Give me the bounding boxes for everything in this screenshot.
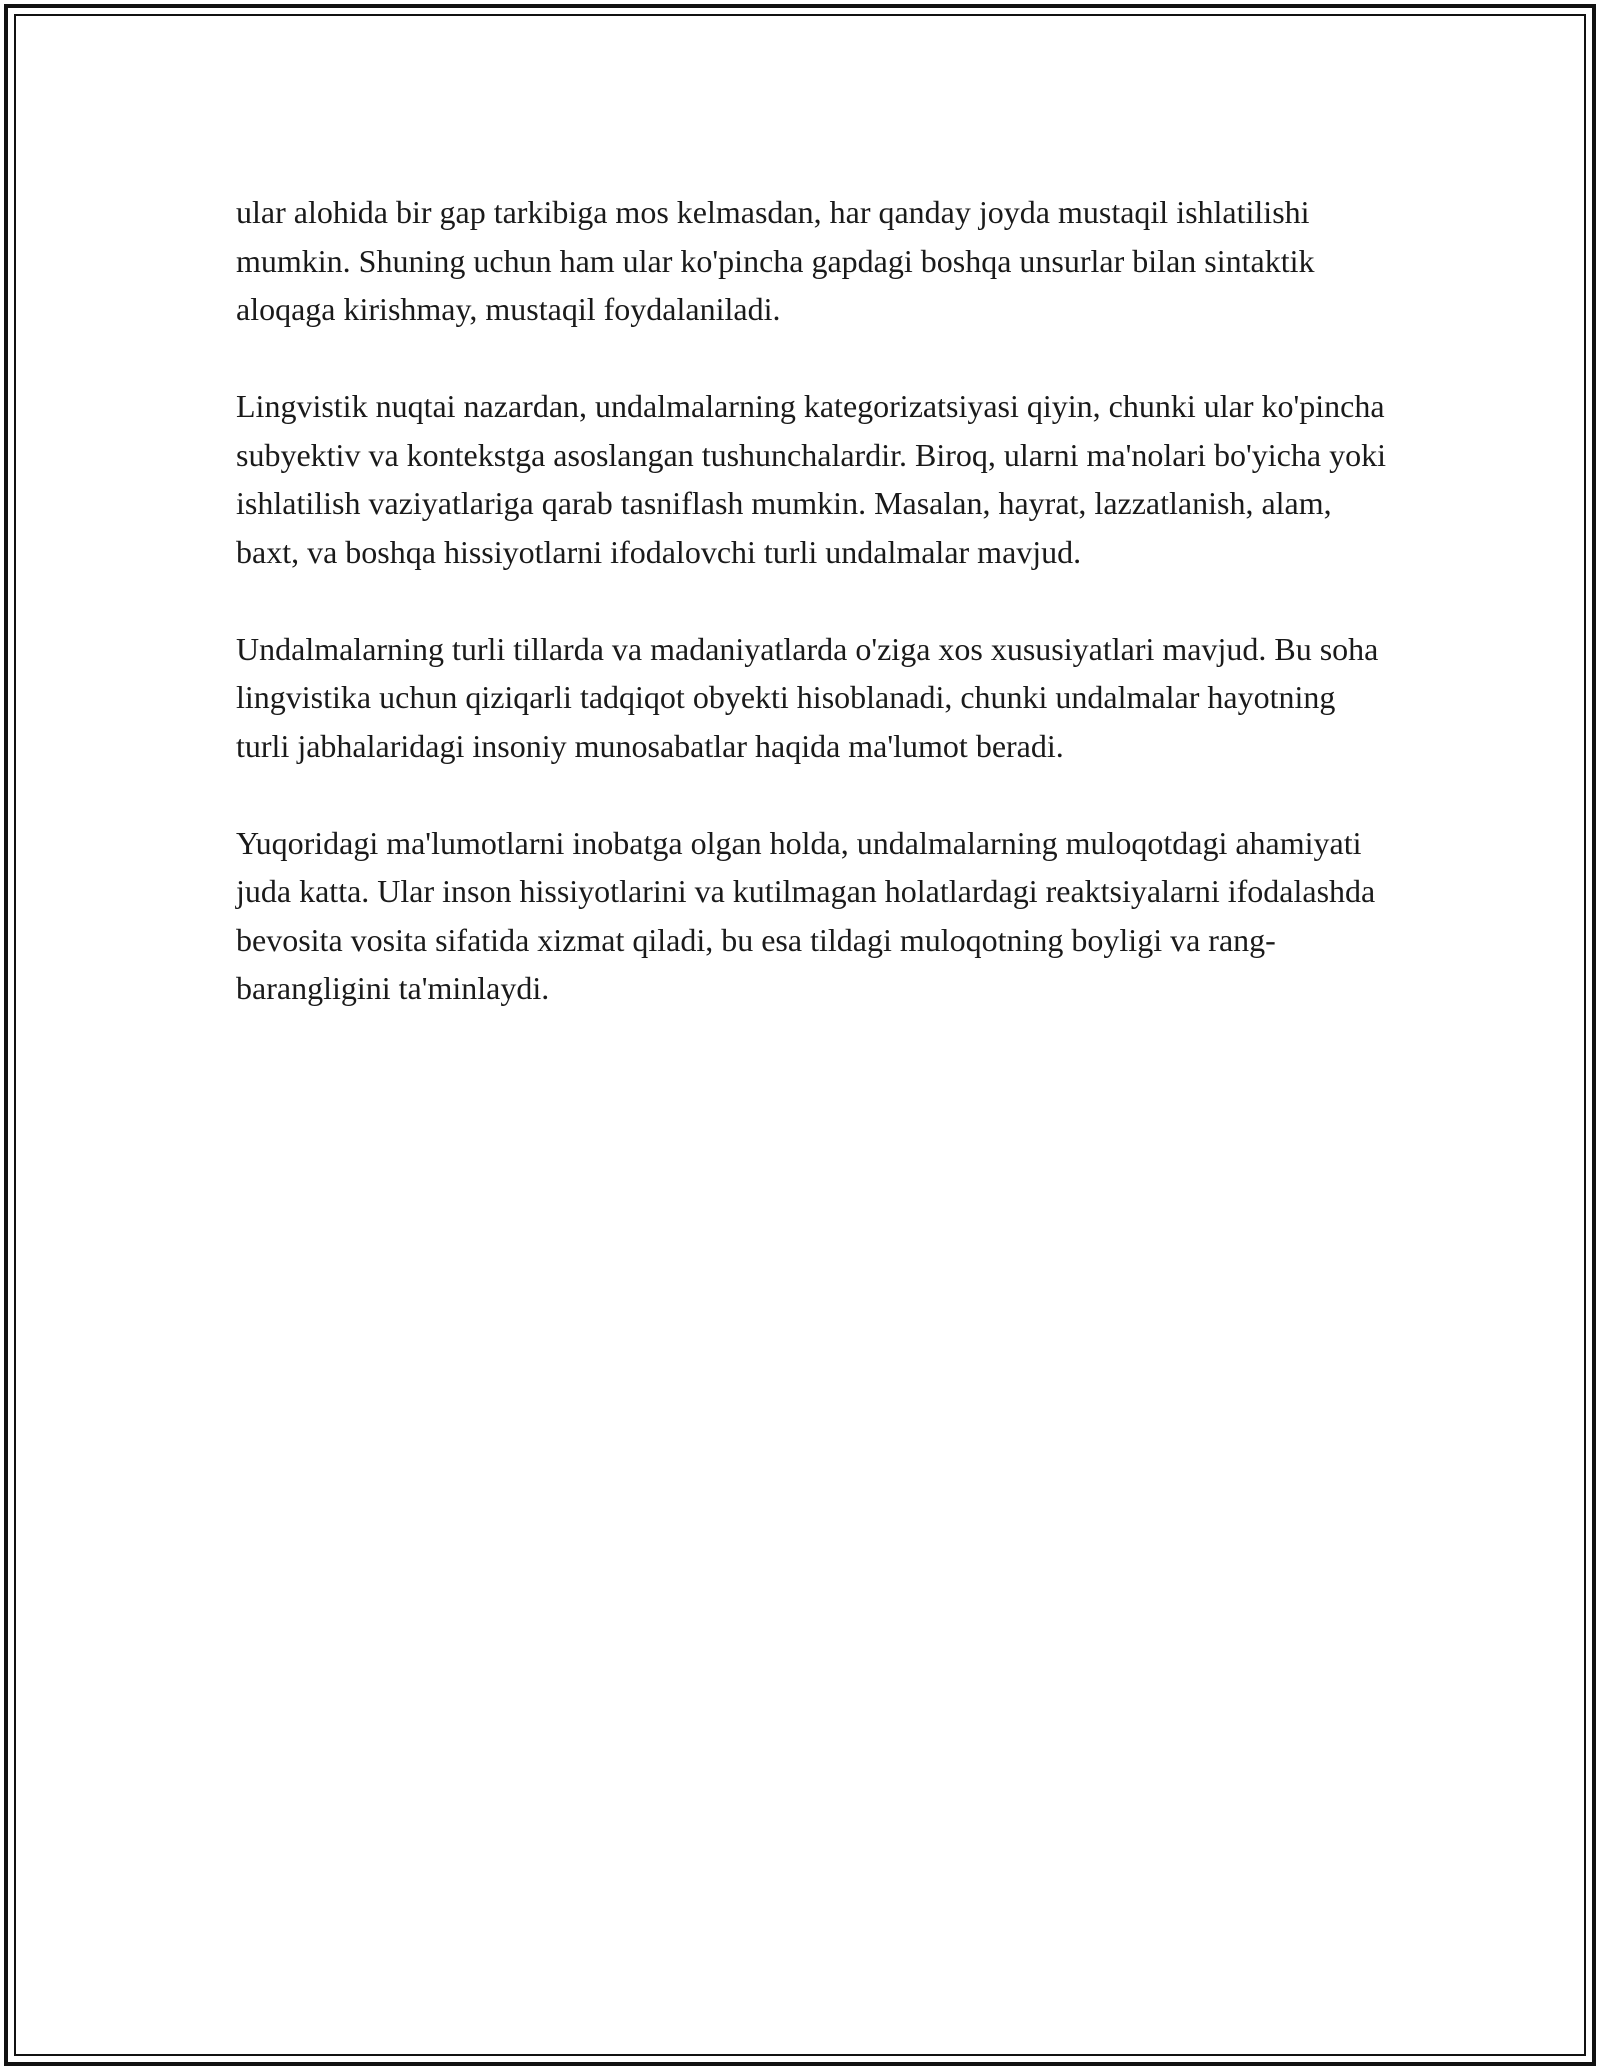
document-body bbox=[236, 188, 1396, 1061]
paragraph-2: Lingvistik nuqtai nazardan, undalmalarning kategorizatsiyasi qiyin, chunki ular ko'pincha subyektiv va kontekstga asoslangan tushunchalardir. Biroq, ularni ma'nolari bo'yicha yoki ishlatilish vaziyatlariga qarab tasniflash mumkin. Masalan, hayrat, lazzatlanish, alam, baxt, va boshqa hissiyotlarni ifodalovchi turli undalmalar mavjud. bbox=[236, 388, 1386, 570]
paragraph-4: Yuqoridagi ma'lumotlarni inobatga olgan holda, undalmalarning muloqotdagi ahamiyati juda katta. Ular inson hissiyotlarini va kutilmagan holatlardagi reaktsiyalarni ifodalashda bevosita vosita sifatida xizmat qiladi, bu esa tildagi muloqotning boyligi va rang-barangligini ta'minlaydi. bbox=[236, 824, 1376, 1006]
paragraph-3: Undalmalarning turli tillarda va madaniyatlarda o'ziga xos xususiyatlari mavjud. Bu soha lingvistika uchun qiziqarli tadqiqot obyekti hisoblanadi, chunki undalmalar hayotning turli jabhalaridagi insoniy munosabatlar haqida ma'lumot beradi. bbox=[236, 630, 1379, 764]
paragraph-1: ular alohida bir gap tarkibiga mos kelmasdan, har qanday joyda mustaqil ishlatilishi mumkin. Shuning uchun ham ular ko'pincha gapdagi boshqa unsurlar bilan sintaktik aloqaga kirishmay, mustaqil foydalaniladi. bbox=[236, 194, 1315, 327]
